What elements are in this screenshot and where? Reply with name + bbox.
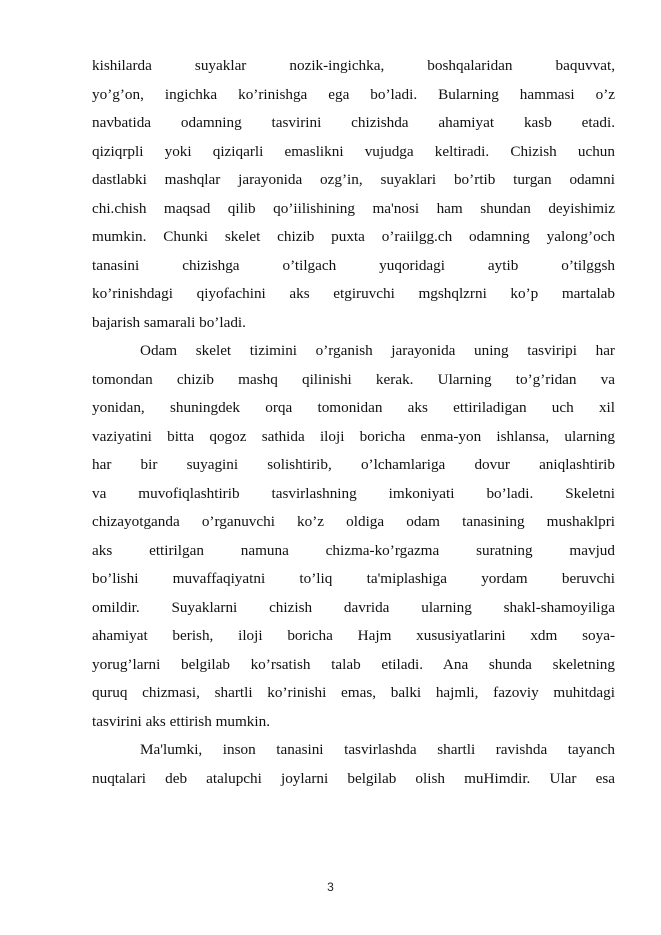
- text-line: vaziyatini bitta qogoz sathida iloji boricha enma-yon ishlansa, ularning: [92, 427, 615, 445]
- text-line: tanasini chizishga o’tilgach yuqoridagi aytib o’tilggsh: [92, 256, 615, 274]
- text-line: omildir. Suyaklarni chizish davrida ularning shakl-shamoyiliga: [92, 598, 615, 616]
- paragraph-last-line: tasvirini aks ettirish mumkin.: [92, 712, 271, 730]
- text-line: ahamiyat berish, iloji boricha Hajm xususiyatlarini xdm soya-: [92, 627, 615, 644]
- paragraph-last-line: bajarish samarali bo’ladi.: [92, 313, 246, 331]
- text-line: bo’lishi muvaffaqiyatni to’liq ta'miplashiga yordam beruvchi: [92, 570, 615, 587]
- text-line: tomondan chizib mashq qilinishi kerak. Ularning to’g’ridan va: [92, 370, 615, 388]
- text-line: kishilarda suyaklar nozik-ingichka, boshqalaridan baquvvat,: [92, 57, 615, 74]
- text-line: va muvofiqlashtirib tasvirlashning imkoniyati bo’ladi. Skeletni: [92, 484, 615, 502]
- text-line: har bir suyagini solishtirib, o’lchamlariga dovur aniqlashtirib: [92, 456, 615, 473]
- text-line: dastlabki mashqlar jarayonida ozg’in, suyaklari bo’rtib turgan odamni: [92, 171, 615, 188]
- text-line: yonidan, shuningdek orqa tomonidan aks ettiriladigan uch xil: [92, 399, 615, 416]
- text-line: aks ettirilgan namuna chizma-ko’rgazma suratning mavjud: [92, 541, 615, 559]
- text-line: yo’g’on, ingichka ko’rinishga ega bo’ladi. Bularning hammasi o’z: [92, 85, 615, 103]
- text-line: mumkin. Chunki skelet chizib puxta o’raiilgg.ch odamning yalong’och: [92, 228, 615, 245]
- text-line: chi.chish maqsad qilib qo’iilishining ma'nosi ham shundan deyishimiz: [92, 199, 615, 217]
- text-line: yorug’larni belgilab ko’rsatish talab etiladi. Ana shunda skeletning: [92, 655, 615, 673]
- paragraph-first-line: Ma'lumki, inson tanasini tasvirlashda shartli ravishda tayanch: [140, 741, 615, 758]
- text-line: navbatida odamning tasvirini chizishda ahamiyat kasb etadi.: [92, 114, 615, 131]
- text-line: qiziqrpli yoki qiziqarli emaslikni vujudga keltiradi. Chizish uchun: [92, 142, 615, 160]
- paragraph-first-line: Odam skelet tizimini o’rganish jarayonida uning tasviripi har: [140, 342, 615, 359]
- text-line: ko’rinishdagi qiyofachini aks etgiruvchi mgshqlzrni ko’p martalab: [92, 285, 615, 302]
- page-number: 3: [327, 880, 334, 894]
- text-line: chizayotganda o’rganuvchi ko’z oldiga odam tanasining mushaklpri: [92, 513, 615, 530]
- body-text: [92, 52, 615, 793]
- text-line: nuqtalari deb atalupchi joylarni belgilab olish muHimdir. Ular esa: [92, 769, 615, 787]
- text-line: quruq chizmasi, shartli ko’rinishi emas, balki hajmli, fazoviy muhitdagi: [92, 684, 615, 701]
